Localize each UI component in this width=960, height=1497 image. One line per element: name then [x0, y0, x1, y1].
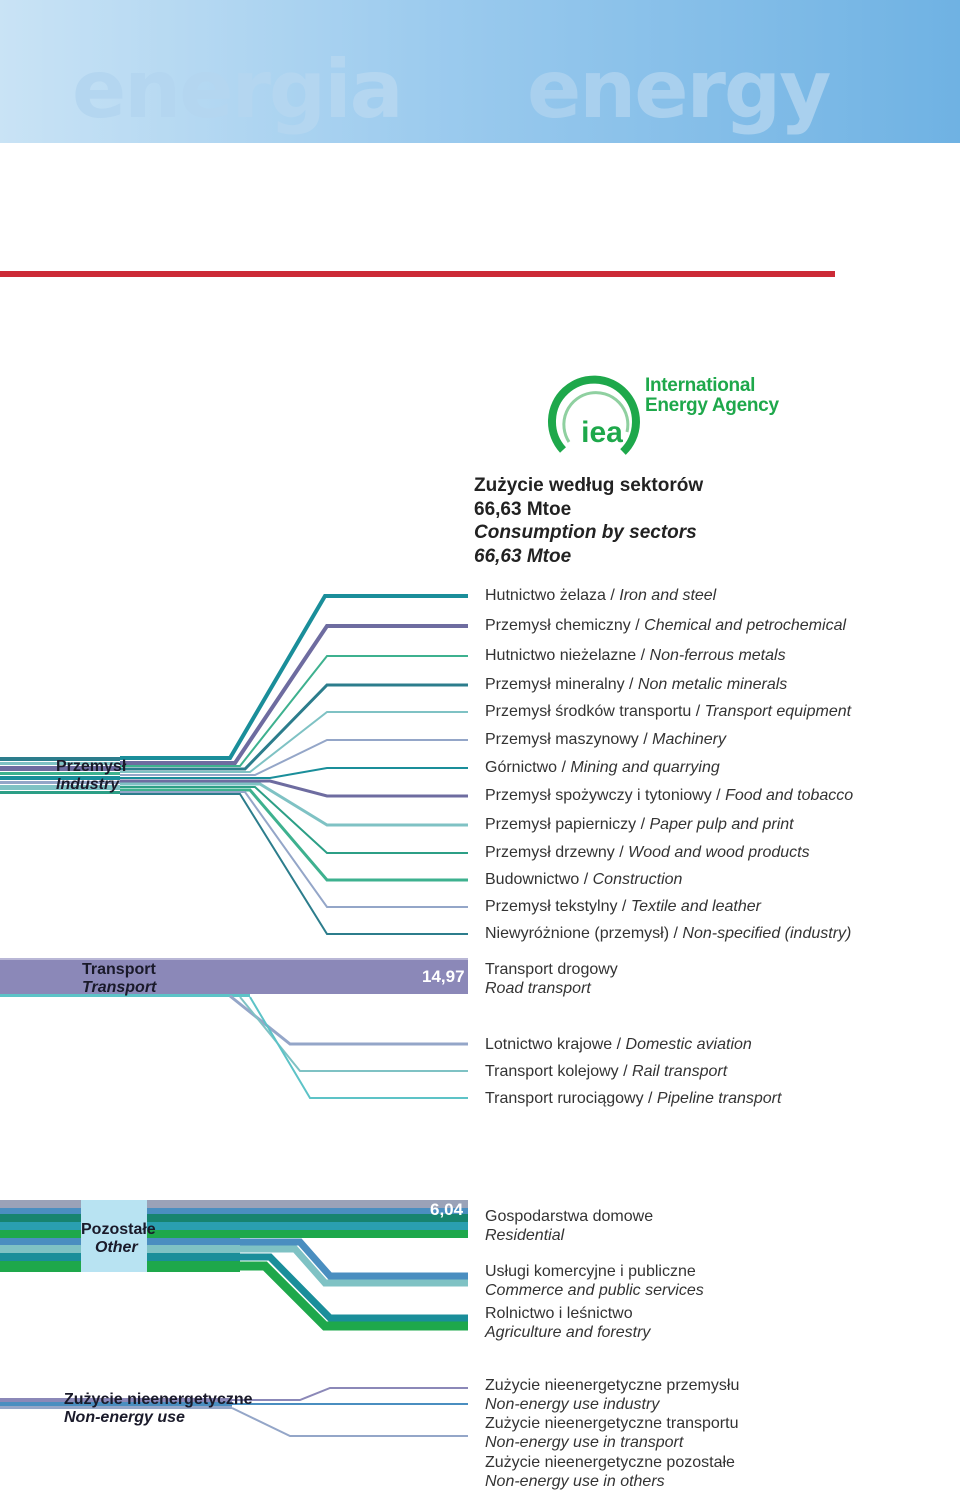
transport-item-2: Transport kolejowy / Rail transport — [485, 1063, 728, 1080]
sector-label-other — [81, 1221, 156, 1257]
chart-total-en: 66,63 Mtoe — [474, 546, 572, 567]
sector-transport-en: Transport — [82, 979, 157, 996]
sector-nonenergy-en: Non-energy use — [64, 1409, 185, 1426]
industry-item-1: Hutnictwo żelaza / Iron and steel — [485, 587, 717, 604]
sector-nonenergy-pl: Zużycie nieenergetyczne — [64, 1391, 253, 1408]
industry-branches — [120, 596, 468, 934]
other-item-3: Rolnictwo i leśnictwo Agriculture and forestry — [485, 1305, 651, 1341]
sector-other-en: Other — [95, 1239, 138, 1256]
industry-item-2: Przemysł chemiczny / Chemical and petrochemical — [485, 617, 847, 634]
nonenergy-item-1: Zużycie nieenergetyczne przemysłu Non-energy use industry — [485, 1377, 740, 1413]
transport-band — [0, 958, 468, 1098]
chart-title-en: Consumption by sectors — [474, 522, 697, 543]
industry-item-3: Hutnictwo nieżelazne / Non-ferrous metals — [485, 647, 786, 664]
chart-title-pl: Zużycie według sektorów — [474, 475, 704, 496]
transport-road-item: Transport drogowy Road transport — [485, 961, 618, 997]
sector-industry-pl: Przemysł — [56, 758, 127, 775]
industry-item-11: Budownictwo / Construction — [485, 871, 683, 888]
other-band — [0, 1200, 468, 1326]
transport-item-3: Transport rurociągowy / Pipeline transport — [485, 1090, 782, 1107]
industry-item-6: Przemysł maszynowy / Machinery — [485, 731, 726, 748]
sector-industry-en: Industry — [56, 776, 120, 793]
industry-item-4: Przemysł mineralny / Non metalic minerals — [485, 676, 788, 693]
transport-item-1: Lotnictwo krajowe / Domestic aviation — [485, 1036, 752, 1053]
other-value: 6,04 — [430, 1200, 464, 1219]
industry-item-8: Przemysł spożywczy i tytoniowy / Food and tobacco — [485, 787, 854, 804]
industry-item-9: Przemysł papierniczy / Paper pulp and print — [485, 816, 794, 833]
sector-label-industry — [56, 758, 126, 794]
nonenergy-item-2: Zużycie nieenergetyczne transportu Non-energy use in transport — [485, 1415, 739, 1451]
logo-text: iea — [581, 416, 623, 449]
chart-total-pl: 66,63 Mtoe — [474, 499, 572, 520]
sector-other-pl: Pozostałe — [81, 1221, 156, 1238]
industry-item-10: Przemysł drzewny / Wood and wood products — [485, 844, 810, 861]
agency-name-line2: Energy Agency — [645, 395, 779, 416]
agency-name-line1: International — [645, 375, 756, 396]
other-item-1: Gospodarstwa domowe Residential — [485, 1208, 654, 1244]
industry-item-12: Przemysł tekstylny / Textile and leather — [485, 898, 761, 915]
sector-label-transport — [82, 961, 156, 997]
nonenergy-item-3: Zużycie nieenergetyczne pozostałe Non-energy use in others — [485, 1454, 735, 1490]
industry-item-7: Górnictwo / Mining and quarrying — [485, 759, 720, 776]
banner-word-polish: energia — [72, 43, 402, 136]
sector-transport-pl: Transport — [82, 961, 156, 978]
industry-item-5: Przemysł środków transportu / Transport equipment — [485, 703, 852, 720]
sector-label-nonenergy — [64, 1391, 253, 1427]
transport-value: 14,97 — [422, 967, 465, 986]
industry-item-13: Niewyróżnione (przemysł) / Non-specified (industry) — [485, 925, 852, 942]
other-item-2: Usługi komercyjne i publiczne Commerce and public services — [485, 1263, 704, 1299]
banner-word-english: energy — [527, 43, 830, 136]
